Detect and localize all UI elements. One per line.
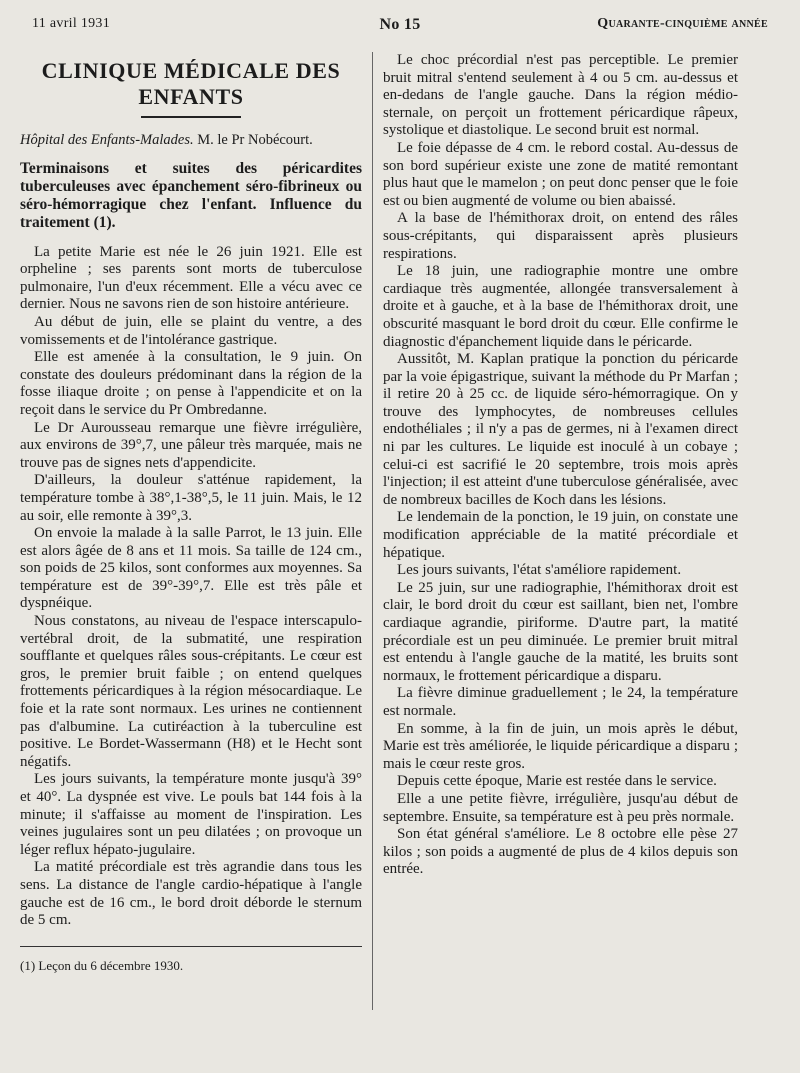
footnote-rule: [20, 946, 362, 947]
paragraph: Aussitôt, M. Kaplan pratique la ponction du péricarde par la voie épigastrique, suivant la méthode du Pr Marfan ; il retire 20 à 25 cc. de liquide séro-hémorragique. On y trouve des lymphocytes, de nombreuses cellules endothéliales ; il n'y a pas de germes, ni à l'examen direct ni par les cultures. Le liquide est inoculé à un cobaye ; celui-ci est sacrifié le 20 septembre, trois mois après l'injection; il est atteint d'une tuberculose généralisée, avec de nombreux bacilles de Koch dans les lésions.: [383, 351, 738, 508]
paragraph: Elle a une petite fièvre, irrégulière, jusqu'au début de septembre. Ensuite, sa température est à peu près normale.: [383, 790, 738, 825]
right-column: [383, 52, 738, 879]
paragraph: Depuis cette époque, Marie est restée dans le service.: [397, 773, 717, 790]
article-subtitle: Terminaisons et suites des péricardites tuberculeuses avec épanchement séro-fibrineux ou séro-hémorragique chez l'enfant. Influence du traitement (1).: [20, 159, 362, 231]
paragraph: La petite Marie est née le 26 juin 1921. Elle est orpheline ; ses parents sont morts de tuberculose pulmonaire, l'un d'eux récemment. Elle a vécu avec ce dernier. Nous ne savons rien de son histoire antérieure.: [20, 243, 362, 313]
title-rule: [141, 116, 241, 118]
article-title: CLINIQUE MÉDICALE DES ENFANTS: [41, 58, 341, 109]
paragraph: Le foie dépasse de 4 cm. le rebord costal. Au-dessus de son bord supérieur existe une zone de matité remontant plus haut que le mamelon ; on peut donc penser que le foie est ou bien augmenté de volume ou bien abaissé.: [383, 139, 738, 209]
hospital-line: [20, 132, 362, 150]
paragraph: Le Dr Aurousseau remarque une fièvre irrégulière, aux environs de 39°,7, une pâleur très marquée, mais ne trouve pas de signes nets d'appendicite.: [20, 419, 362, 471]
paragraph: Le choc précordial n'est pas perceptible. Le premier bruit mitral s'entend seulement à 4 ou 5 cm. au-dessus et en-dedans de l'angle gauche. Dans la région médio-sternale, on perçoit un frottement péricardique râpeux, systolique et diastolique. Le second bruit est normal.: [383, 52, 738, 139]
paragraph: Au début de juin, elle se plaint du ventre, a des vomissements et de l'intolérance gastrique.: [20, 313, 362, 348]
issue-date: 11 avril 1931: [32, 16, 111, 31]
paragraph: Le lendemain de la ponction, le 19 juin, on constate une modification appréciable de la matité précordiale et hépatique.: [383, 509, 738, 561]
paragraph: Les jours suivants, la température monte jusqu'à 39° et 40°. La dyspnée est vive. Le pouls bat 144 fois à la minute; il s'affaisse au moment de l'inspiration. Les veines jugulaires sont un peu dilatées ; on provoque un léger reflux hépato-jugulaire.: [20, 771, 362, 858]
professor-name: M. le Pr Nobécourt.: [197, 132, 313, 148]
paragraph: Son état général s'améliore. Le 8 octobre elle pèse 27 kilos ; son poids a augmenté de plus de 4 kilos depuis son entrée.: [383, 826, 738, 878]
paragraph: On envoie la malade à la salle Parrot, le 13 juin. Elle est alors âgée de 8 ans et 11 mois. Sa taille de 124 cm., son poids de 25 kilos, sont conformes aux moyennes. Sa température est de 39°-39°,7. Elle est très pâle et dyspnéique.: [20, 525, 362, 612]
left-column: [20, 52, 362, 974]
paragraph: D'ailleurs, la douleur s'atténue rapidement, la température tombe à 38°,1-38°,5, le 11 juin. Mais, le 12 au soir, elle remonte à 39°,3.: [20, 472, 362, 524]
paragraph: Les jours suivants, l'état s'améliore rapidement.: [397, 562, 682, 579]
paragraph: La matité précordiale est très agrandie dans tous les sens. La distance de l'angle cardio-hépatique à l'angle gauche est de 16 cm., le bord droit déborde le sternum de 5 cm.: [20, 859, 362, 929]
paragraph: Nous constatons, au niveau de l'espace interscapulo-vertébral droit, de la submatité, une respiration soufflante et quelques râles sous-crépitants. Le cœur est gros, le premier bruit faible ; on entend quelques frottements péricardiques à la région mésocardiaque. Le foie et la rate sont normaux. Les urines ne contiennent pas d'albumine. La cutiréaction à la tuberculine est positive. Le Bordet-Wassermann (H8) et le Hecht sont négatifs.: [20, 613, 362, 770]
issue-number: No 15: [379, 16, 421, 33]
hospital-name: Hôpital des Enfants-Malades.: [20, 132, 194, 148]
footnote: (1) Leçon du 6 décembre 1930.: [20, 957, 184, 973]
page-header: [32, 16, 768, 40]
paragraph: A la base de l'hémithorax droit, on entend des râles sous-crépitants, qui disparaissent après plusieurs respirations.: [383, 210, 738, 262]
paragraph: La fièvre diminue graduellement ; le 24, la température est normale.: [383, 685, 738, 719]
column-divider: [372, 52, 373, 1010]
paragraph: En somme, à la fin de juin, un mois après le début, Marie est très améliorée, le liquide péricardique a disparu ; mais le cœur reste gros.: [383, 720, 738, 772]
paragraph: Le 25 juin, sur une radiographie, l'hémithorax droit est clair, le bord droit du cœur est saillant, bien net, l'ombre cardiaque agrandie, piriforme. D'autre part, la matité précordiale est un peu diminuée. Le premier bruit mitral est entendu à l'angle gauche de la matité, les bruits sont normaux, le frottement péricardique a disparu.: [383, 579, 738, 684]
paragraph: Le 18 juin, une radiographie montre une ombre cardiaque très augmentée, allongée transversalement à droite et à gauche, et à la base de l'hémithorax droit, une obscurité masquant le bord droit du cœur. Elle confirme le diagnostic d'épanchement liquide dans le péricarde.: [383, 263, 738, 350]
paragraph: Elle est amenée à la consultation, le 9 juin. On constate des douleurs prédominant dans la région de la fosse iliaque droite ; on pense à l'appendicite et on la reçoit dans le service du Pr Ombredanne.: [20, 349, 362, 418]
publication-year: Quarante-cinquième année: [597, 16, 768, 31]
